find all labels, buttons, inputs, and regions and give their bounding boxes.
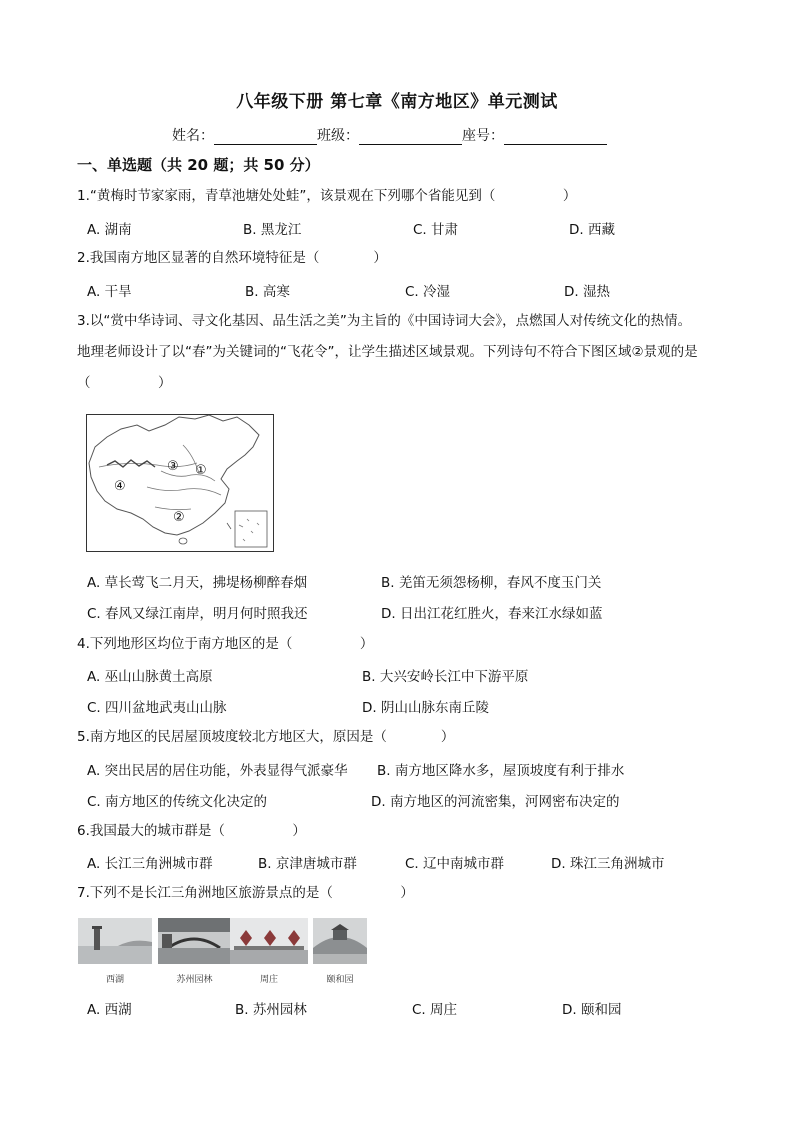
q5-option-a[interactable]: A. 突出民居的居住功能，外表显得气派豪华 — [87, 763, 348, 779]
map-label-4: ④ — [114, 479, 126, 494]
q2-option-a[interactable]: A. 干旱 — [87, 284, 132, 300]
map-label-1: ① — [195, 463, 207, 478]
question-3-stem-line-2: 地理老师设计了以“春”为关键词的“飞花令”，让学生描述区域景观。下列诗句不符合下图区域②景观的是 — [77, 344, 698, 360]
q4-option-a[interactable]: A. 巫山山脉黄土高原 — [87, 669, 213, 685]
q3-option-c[interactable]: C. 春风又绿江南岸，明月何时照我还 — [87, 606, 308, 622]
question-6-stem: 6.我国最大的城市群是（ ） — [77, 823, 306, 839]
class-label: 班级： — [317, 128, 359, 144]
q4-option-c[interactable]: C. 四川盆地武夷山山脉 — [87, 700, 227, 716]
q6-option-c[interactable]: C. 辽中南城市群 — [405, 856, 505, 872]
map-label-2: ② — [173, 510, 185, 525]
student-info-line — [172, 125, 607, 145]
summer-palace-image — [313, 918, 367, 964]
question-1-stem: 1.“黄梅时节家家雨，青草池塘处处蛙”，该景观在下列哪个省能见到（ ） — [77, 188, 577, 204]
q3-option-b[interactable]: B. 羌笛无须怨杨柳，春风不度玉门关 — [381, 575, 602, 591]
q6-option-d[interactable]: D. 珠江三角洲城市 — [551, 856, 665, 872]
q2-option-c[interactable]: C. 冷湿 — [405, 284, 451, 300]
q1-option-d[interactable]: D. 西藏 — [569, 222, 615, 238]
q5-option-c[interactable]: C. 南方地区的传统文化决定的 — [87, 794, 268, 810]
q1-option-c[interactable]: C. 甘肃 — [413, 222, 459, 238]
q4-option-b[interactable]: B. 大兴安岭长江中下游平原 — [362, 669, 529, 685]
q5-option-d[interactable]: D. 南方地区的河流密集，河网密布决定的 — [371, 794, 620, 810]
caption-west-lake: 西湖 — [105, 975, 124, 985]
q1-option-a[interactable]: A. 湖南 — [87, 222, 132, 238]
caption-suzhou-garden: 苏州园林 — [176, 975, 213, 985]
photo-zhouzhuang — [230, 918, 308, 985]
class-blank[interactable] — [359, 128, 462, 145]
suzhou-garden-image — [158, 918, 231, 964]
question-3-stem-line-1: 3.以“赏中华诗词、寻文化基因、品生活之美”为主旨的《中国诗词大会》，点燃国人对传统文化的热情。 — [77, 313, 692, 329]
zhouzhuang-image — [230, 918, 308, 964]
map-label-3: ③ — [167, 459, 179, 474]
q4-option-d[interactable]: D. 阴山山脉东南丘陵 — [362, 700, 489, 716]
china-region-map — [86, 414, 274, 552]
seat-blank[interactable] — [504, 128, 607, 145]
q2-option-b[interactable]: B. 高寒 — [245, 284, 290, 300]
q3-option-d[interactable]: D. 日出江花红胜火，春来江水绿如蓝 — [381, 606, 603, 622]
q7-option-c[interactable]: C. 周庄 — [412, 1002, 458, 1018]
q6-option-b[interactable]: B. 京津唐城市群 — [258, 856, 357, 872]
photo-west-lake — [78, 918, 152, 985]
caption-summer-palace: 颐和园 — [326, 975, 354, 985]
q5-option-b[interactable]: B. 南方地区降水多，屋顶坡度有利于排水 — [377, 763, 625, 779]
q6-option-a[interactable]: A. 长江三角洲城市群 — [87, 856, 213, 872]
q7-option-b[interactable]: B. 苏州园林 — [235, 1002, 307, 1018]
name-label: 姓名： — [172, 128, 214, 144]
question-5-stem: 5.南方地区的民居屋顶坡度较北方地区大，原因是（ ） — [77, 729, 455, 745]
q7-option-a[interactable]: A. 西湖 — [87, 1002, 132, 1018]
seat-label: 座号： — [462, 128, 504, 144]
section-heading: 一、单选题（共 20 题；共 50 分） — [77, 156, 320, 174]
q7-option-d[interactable]: D. 颐和园 — [562, 1002, 622, 1018]
page-title: 八年级下册 第七章《南方地区》单元测试 — [236, 92, 558, 112]
q1-option-b[interactable]: B. 黑龙江 — [243, 222, 302, 238]
question-7-stem: 7.下列不是长江三角洲地区旅游景点的是（ ） — [77, 885, 414, 901]
q3-option-a[interactable]: A. 草长莺飞二月天，拂堤杨柳醉春烟 — [87, 575, 308, 591]
caption-zhouzhuang: 周庄 — [259, 975, 278, 985]
q2-option-d[interactable]: D. 湿热 — [564, 284, 610, 300]
photo-suzhou-garden — [158, 918, 231, 985]
west-lake-image — [78, 918, 152, 964]
question-2-stem: 2.我国南方地区显著的自然环境特征是（ ） — [77, 250, 387, 266]
question-4-stem: 4.下列地形区均位于南方地区的是（ ） — [77, 636, 374, 652]
question-3-stem-line-3: （ ） — [77, 375, 172, 391]
photo-summer-palace — [313, 918, 367, 985]
name-blank[interactable] — [214, 128, 317, 145]
